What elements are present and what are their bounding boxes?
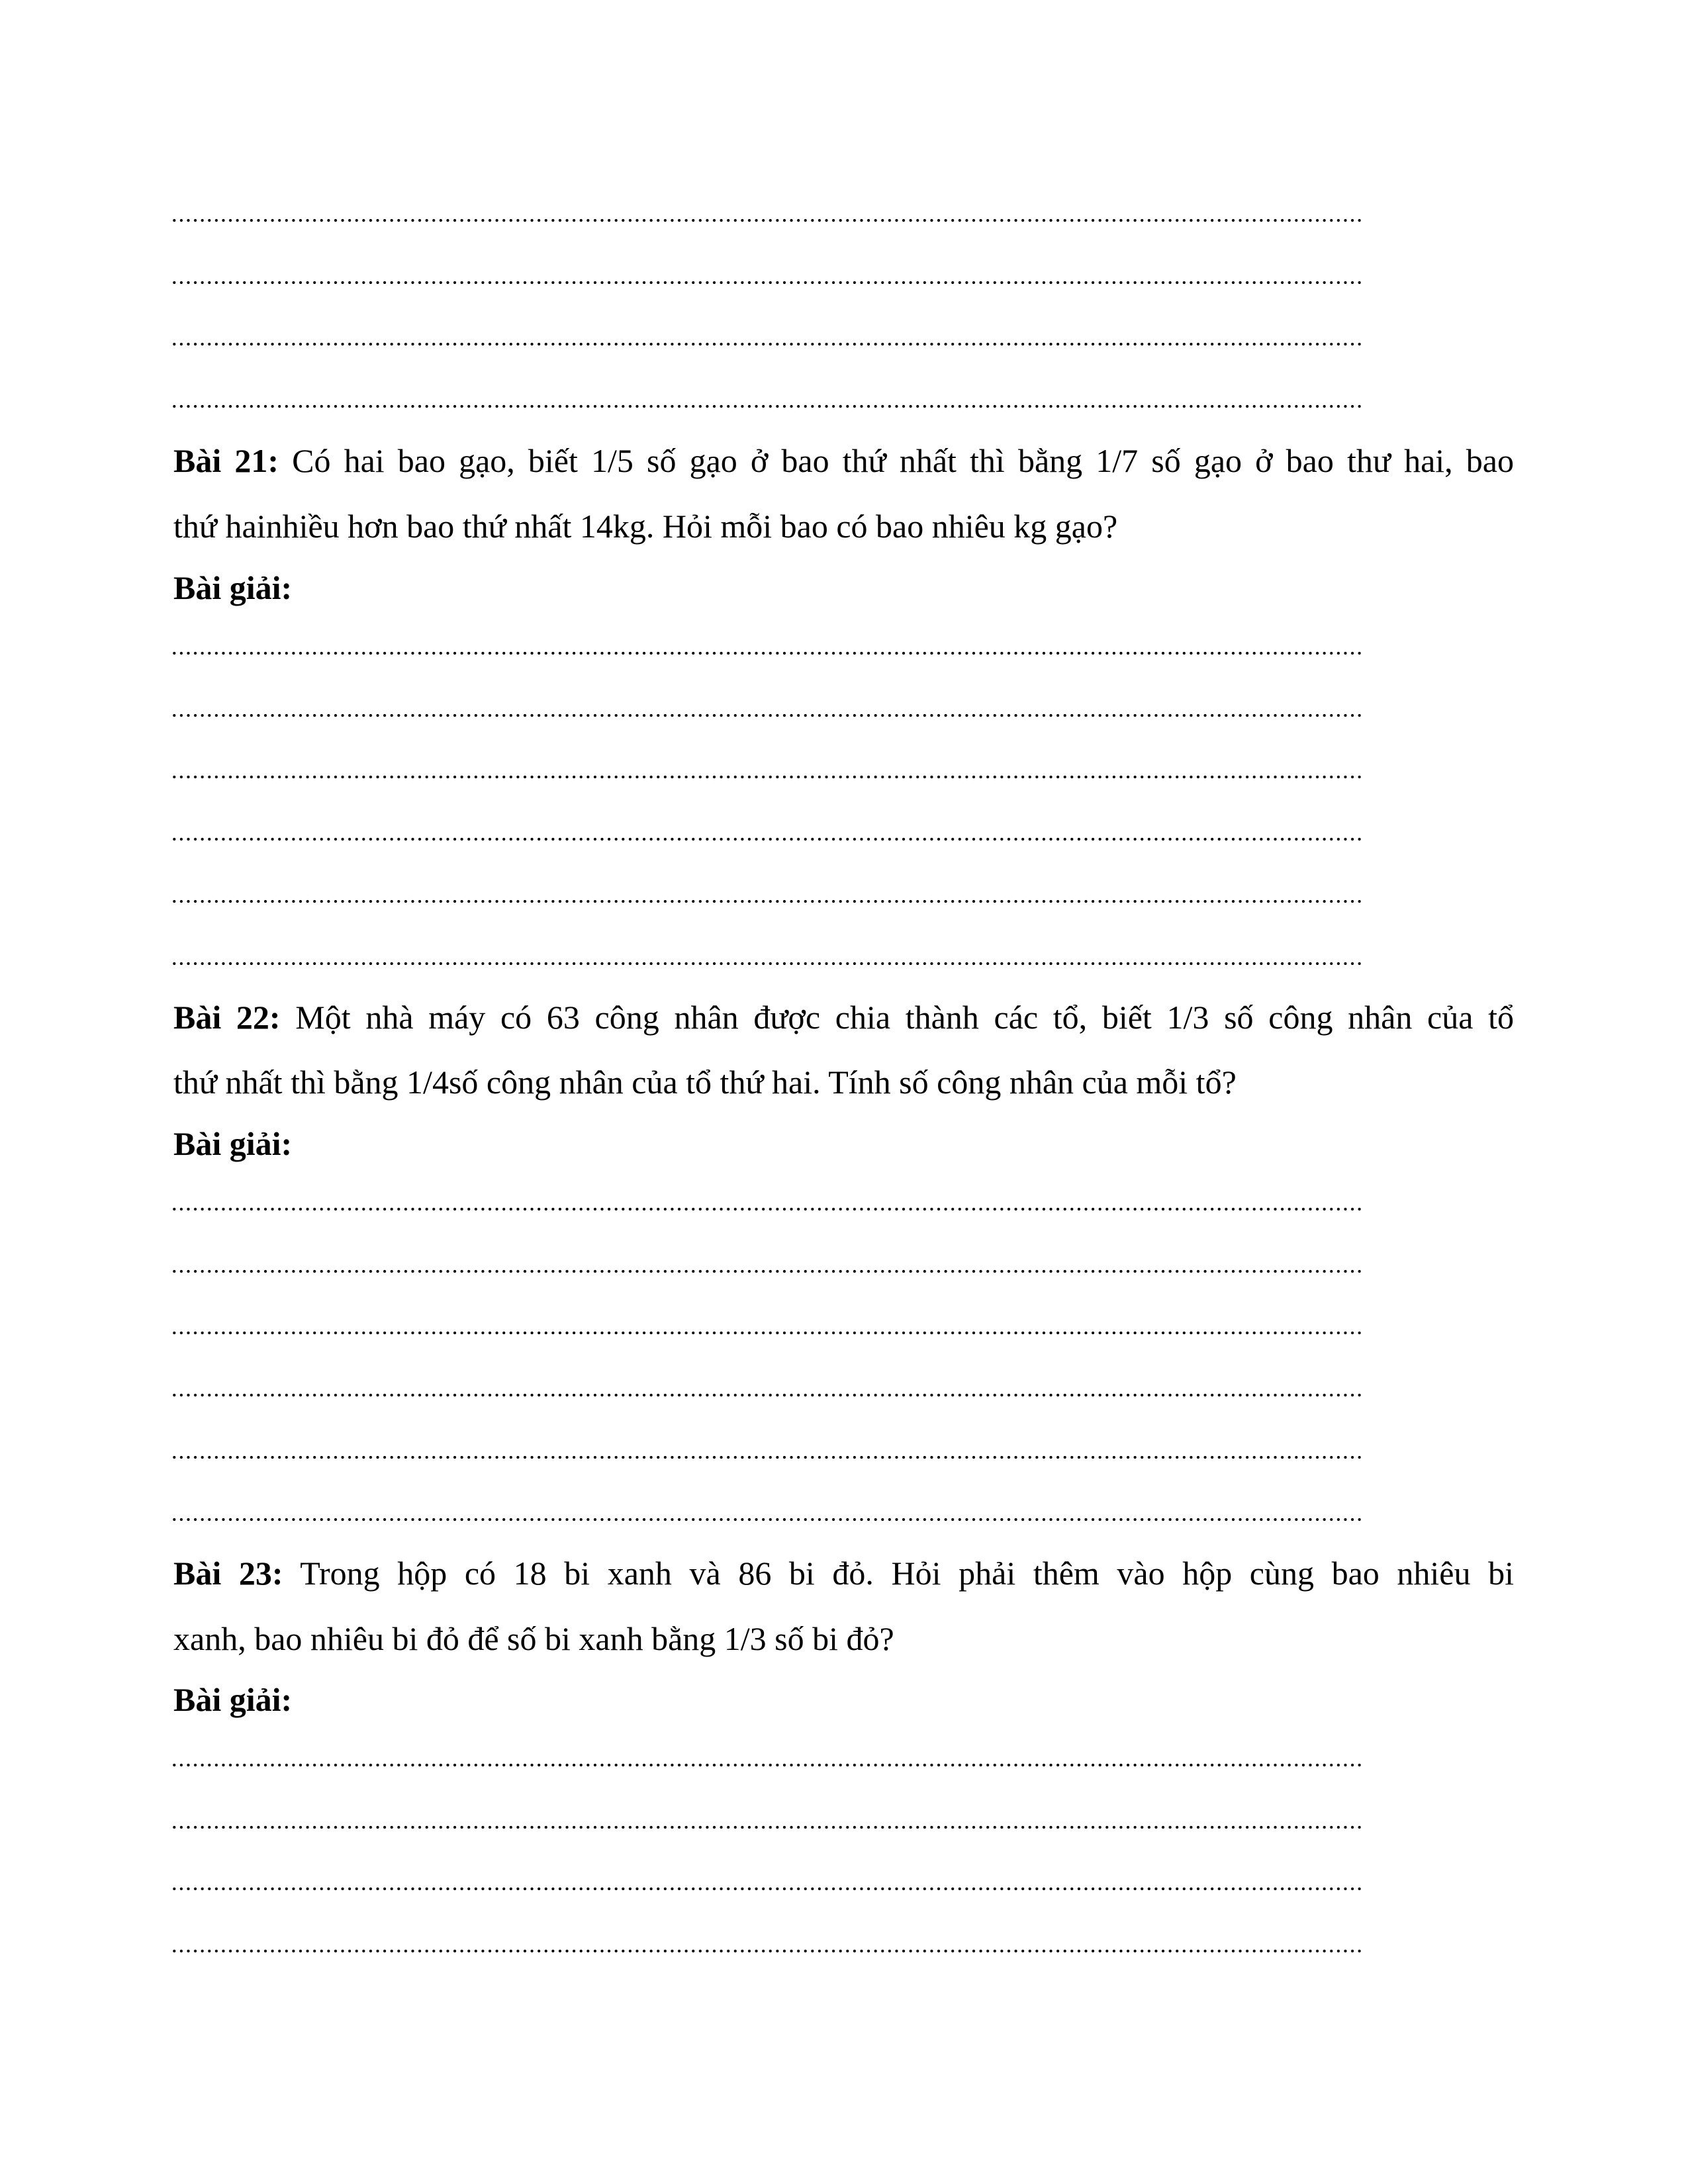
answer-line [171, 899, 1362, 904]
problem-23-statement-line-1 [173, 1553, 1514, 1593]
problem-21-solution-label: Bài giải: [173, 569, 293, 606]
problem-22-solution-label: Bài giải: [173, 1125, 293, 1162]
problem-23-label: Bài 23: [173, 1555, 283, 1592]
answer-line [171, 404, 1362, 409]
answer-line [171, 341, 1362, 347]
answer-line [171, 1517, 1362, 1522]
problem-22-statement-line-2 [173, 1062, 1514, 1102]
problem-21-statement-line-1 [173, 441, 1514, 480]
answer-line [171, 218, 1362, 223]
answer-line [171, 1392, 1362, 1398]
answer-line [171, 1330, 1362, 1336]
answer-line [171, 1269, 1362, 1274]
problem-22-text-1: Một nhà máy có 63 công nhân được chia thành các tổ, biết 1/3 số công nhân của tổ [280, 999, 1514, 1036]
problem-22-text-2: thứ nhất thì bằng 1/4số công nhân của tổ thứ hai. Tính số công nhân của mỗi tổ? [173, 1064, 1237, 1101]
answer-line [171, 1948, 1362, 1954]
answer-line [171, 1206, 1362, 1212]
answer-line [171, 1825, 1362, 1830]
answer-line [171, 837, 1362, 842]
problem-21-statement-line-2 [173, 506, 1514, 546]
answer-line [171, 280, 1362, 285]
answer-line [171, 774, 1362, 780]
problem-22-label: Bài 22: [173, 999, 281, 1036]
problem-21-text-1: Có hai bao gạo, biết 1/5 số gạo ở bao thứ nhất thì bằng 1/7 số gạo ở bao thư hai, bao [279, 442, 1514, 479]
problem-22-statement-line-1 [173, 997, 1514, 1037]
problem-21-label: Bài 21: [173, 442, 279, 479]
answer-line [171, 651, 1362, 656]
answer-line [171, 1455, 1362, 1460]
problem-23-solution-label: Bài giải: [173, 1681, 293, 1718]
answer-line [171, 1762, 1362, 1768]
answer-line [171, 713, 1362, 718]
answer-line [171, 1886, 1362, 1891]
problem-23-text-2: xanh, bao nhiêu bi đỏ để số bi xanh bằng 1/3 số bi đỏ? [173, 1620, 894, 1657]
problem-23-statement-line-2 [173, 1619, 1514, 1659]
problem-23-text-1: Trong hộp có 18 bi xanh và 86 bi đỏ. Hỏi phải thêm vào hộp cùng bao nhiêu bi [283, 1555, 1514, 1592]
answer-line [171, 961, 1362, 966]
problem-21-text-2: thứ hainhiều hơn bao thứ nhất 14kg. Hỏi mỗi bao có bao nhiêu kg gạo? [173, 508, 1118, 545]
